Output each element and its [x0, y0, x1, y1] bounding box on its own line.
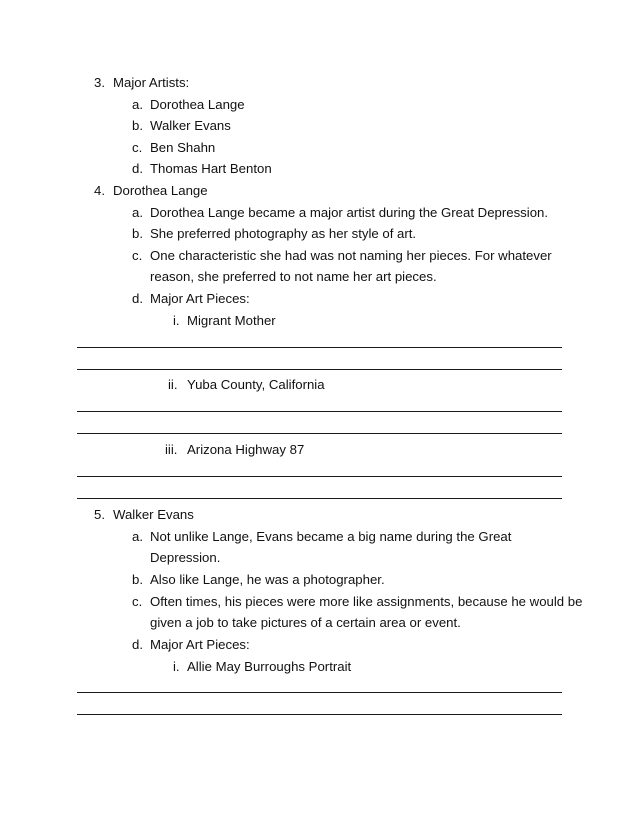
list-marker: b.: [132, 572, 143, 587]
list-item: Ben Shahn: [150, 140, 216, 155]
list-item: Dorothea Lange became a major artist during the Great Depression.: [150, 205, 549, 220]
answer-line: [77, 476, 562, 477]
section-title: Walker Evans: [113, 507, 194, 522]
list-item: Walker Evans: [150, 118, 231, 133]
list-marker: a.: [132, 205, 143, 220]
list-marker: c.: [132, 248, 143, 263]
list-item: One characteristic she had was not naming her pieces. For whatever: [150, 248, 552, 263]
list-marker: a.: [132, 97, 143, 112]
list-marker: c.: [132, 140, 143, 155]
piece-marker: ii.: [168, 377, 178, 392]
section-number: 3.: [94, 75, 105, 90]
art-piece: Arizona Highway 87: [187, 442, 305, 457]
list-marker: b.: [132, 118, 143, 133]
list-item: Thomas Hart Benton: [150, 161, 272, 176]
section-number: 4.: [94, 183, 105, 198]
list-item: Often times, his pieces were more like assignments, because he would be: [150, 594, 583, 609]
list-marker: d.: [132, 161, 143, 176]
list-marker: c.: [132, 594, 143, 609]
answer-line: [77, 498, 562, 499]
list-item-continued: reason, she preferred to not name her art pieces.: [150, 269, 437, 284]
answer-line: [77, 714, 562, 715]
list-item-continued: Depression.: [150, 550, 221, 565]
art-piece: Yuba County, California: [187, 377, 325, 392]
section-title: Major Artists:: [113, 75, 190, 90]
list-item-continued: given a job to take pictures of a certain area or event.: [150, 615, 461, 630]
answer-line: [77, 347, 562, 348]
list-marker: d.: [132, 637, 143, 652]
art-piece: Migrant Mother: [187, 313, 276, 328]
list-marker: b.: [132, 226, 143, 241]
list-item: Dorothea Lange: [150, 97, 245, 112]
list-item: Major Art Pieces:: [150, 291, 250, 306]
answer-line: [77, 433, 562, 434]
list-item: Major Art Pieces:: [150, 637, 250, 652]
list-marker: a.: [132, 529, 143, 544]
list-marker: d.: [132, 291, 143, 306]
list-item: Also like Lange, he was a photographer.: [150, 572, 385, 587]
section-title: Dorothea Lange: [113, 183, 208, 198]
list-item: Not unlike Lange, Evans became a big name during the Great: [150, 529, 512, 544]
art-piece: Allie May Burroughs Portrait: [187, 659, 352, 674]
answer-line: [77, 369, 562, 370]
piece-marker: iii.: [165, 442, 178, 457]
section-number: 5.: [94, 507, 105, 522]
answer-line: [77, 411, 562, 412]
piece-marker: i.: [173, 659, 180, 674]
answer-line: [77, 692, 562, 693]
list-item: She preferred photography as her style of art.: [150, 226, 417, 241]
piece-marker: i.: [173, 313, 180, 328]
